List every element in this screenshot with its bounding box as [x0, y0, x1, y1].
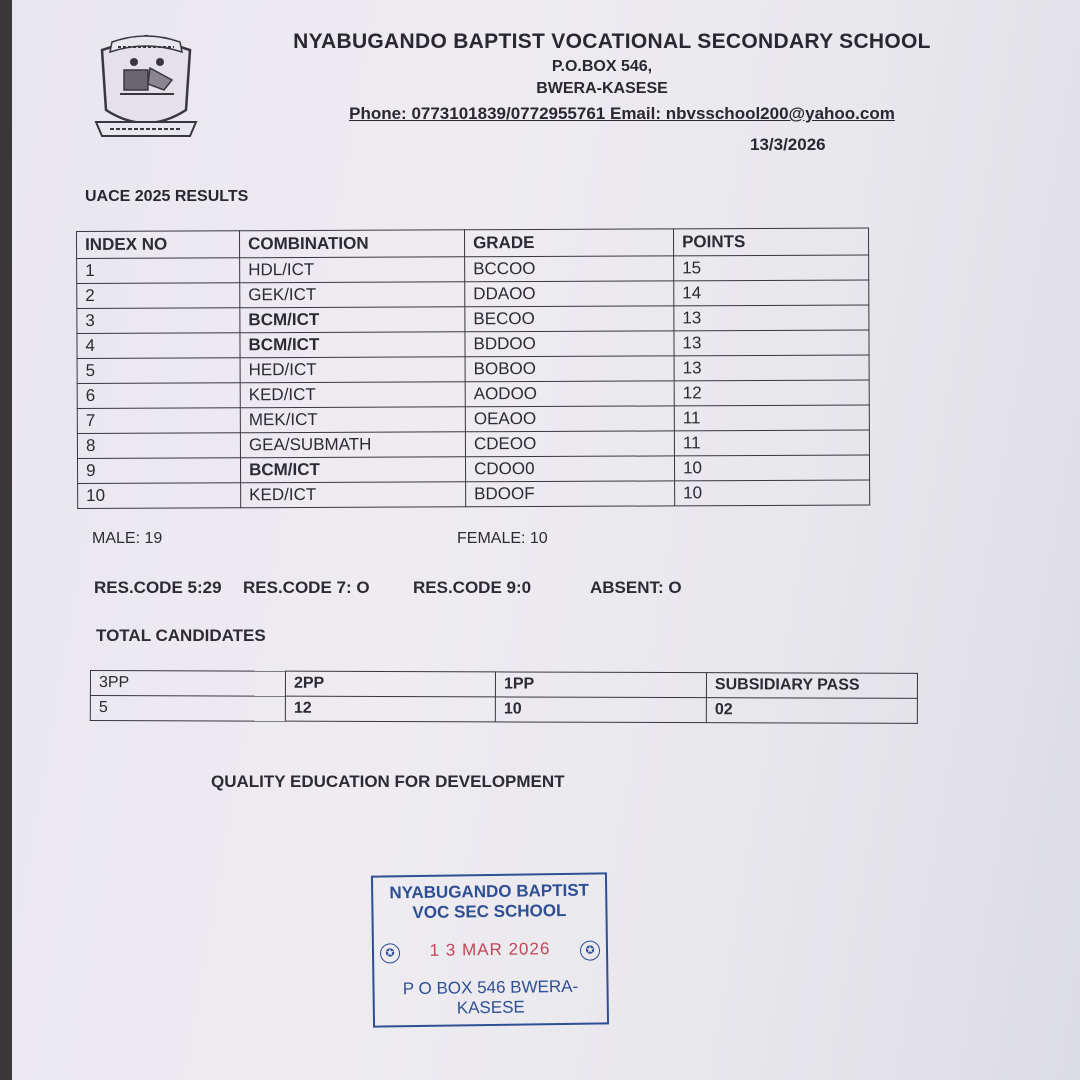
- school-stamp: [371, 872, 609, 1027]
- male-count: MALE: 19: [92, 530, 163, 547]
- points-cell: 11: [674, 430, 869, 456]
- table-row: [77, 405, 869, 433]
- summary-table: [90, 670, 918, 724]
- table-row: [77, 255, 869, 283]
- combination-cell: BCM/ICT: [240, 457, 465, 483]
- table-row: [77, 455, 869, 483]
- value-3pp: 5: [90, 696, 285, 722]
- index-cell: 10: [78, 483, 241, 509]
- header-1pp: 1PP: [495, 672, 706, 698]
- table-row: [77, 430, 869, 458]
- results-table: [76, 228, 870, 509]
- total-candidates-title: TOTAL CANDIDATES: [96, 626, 266, 645]
- stamp-name-line-1: NYABUGANDO BAPTIST: [389, 880, 590, 903]
- grade-cell: DDAOO: [465, 281, 674, 307]
- contact-details: Phone: 0773101839/0772955761 Email: nbvsschool200@yahoo.com: [349, 104, 895, 123]
- index-cell: 6: [77, 383, 240, 409]
- index-cell: 8: [77, 433, 240, 459]
- postal-box: P.O.BOX 546,: [551, 58, 653, 75]
- points-cell: 10: [674, 455, 869, 481]
- header-2pp: 2PP: [285, 671, 495, 697]
- results-title: UACE 2025 RESULTS: [85, 188, 249, 205]
- combination-cell: GEA/SUBMATH: [240, 432, 465, 458]
- combination-cell: HED/ICT: [240, 357, 465, 383]
- results-header-row: [77, 228, 869, 258]
- combination-cell: BCM/ICT: [240, 307, 465, 333]
- grade-cell: OEAOO: [465, 406, 674, 432]
- res-code-5: RES.CODE 5:29: [94, 578, 222, 597]
- header-points: POINTS: [673, 228, 868, 256]
- points-cell: 13: [674, 305, 869, 331]
- table-row: [77, 380, 869, 408]
- summary-value-row: [90, 696, 917, 724]
- points-cell: 10: [675, 480, 870, 506]
- header-subsidiary-pass: SUBSIDIARY PASS: [706, 673, 917, 699]
- table-row: [77, 280, 869, 308]
- header-3pp: 3PP: [90, 671, 285, 697]
- grade-cell: CDOO0: [465, 456, 674, 482]
- header-combination: COMBINATION: [240, 230, 465, 258]
- header-grade: GRADE: [464, 229, 673, 257]
- table-row: [78, 480, 870, 508]
- res-code-9: RES.CODE 9:0: [413, 578, 532, 597]
- combination-cell: GEK/ICT: [240, 282, 465, 308]
- value-2pp: 12: [285, 696, 495, 722]
- grade-cell: BDDOO: [465, 331, 674, 357]
- female-count: FEMALE: 10: [457, 530, 548, 547]
- grade-cell: AODOO: [465, 381, 674, 407]
- school-crest-logo: [94, 32, 198, 144]
- absent-count: ABSENT: O: [590, 578, 682, 597]
- combination-cell: KED/ICT: [240, 382, 465, 408]
- table-row: [77, 355, 869, 383]
- points-cell: 14: [674, 280, 869, 306]
- grade-cell: BCCOO: [465, 256, 674, 282]
- town: BWERA-KASESE: [536, 80, 668, 97]
- combination-cell: MEK/ICT: [240, 407, 465, 433]
- stamp-date: 1 3 MAR 2026: [429, 939, 551, 960]
- combination-cell: KED/ICT: [241, 482, 466, 508]
- points-cell: 12: [674, 380, 869, 406]
- index-cell: 2: [77, 283, 240, 309]
- index-cell: 1: [77, 258, 240, 284]
- index-cell: 9: [77, 458, 240, 484]
- stamp-address: P O BOX 546 BWERA-KASESE: [402, 976, 579, 1018]
- index-cell: 7: [77, 408, 240, 434]
- value-1pp: 10: [495, 697, 706, 723]
- header-index-no: INDEX NO: [77, 231, 240, 259]
- grade-cell: BECOO: [465, 306, 674, 332]
- points-cell: 11: [674, 405, 869, 431]
- table-row: [77, 330, 869, 358]
- combination-cell: HDL/ICT: [240, 257, 465, 283]
- index-cell: 3: [77, 308, 240, 334]
- points-cell: 15: [674, 255, 869, 281]
- summary-header-row: [90, 671, 917, 699]
- res-code-7: RES.CODE 7: O: [243, 578, 370, 597]
- table-row: [77, 305, 869, 333]
- combination-cell: BCM/ICT: [240, 332, 465, 358]
- index-cell: 4: [77, 333, 240, 359]
- stamp-name-line-2: VOC SEC SCHOOL: [412, 900, 567, 923]
- document-date: 13/3/2026: [750, 135, 826, 154]
- star-icon: ✪: [580, 940, 600, 960]
- points-cell: 13: [674, 355, 869, 381]
- grade-cell: CDEOO: [465, 431, 674, 457]
- star-icon: ✪: [380, 943, 400, 963]
- school-name: NYABUGANDO BAPTIST VOCATIONAL SECONDARY SCHOOL: [293, 30, 931, 53]
- stamp-school-name: [373, 880, 606, 923]
- school-motto: QUALITY EDUCATION FOR DEVELOPMENT: [211, 772, 565, 791]
- letterhead: [202, 30, 962, 124]
- value-subsidiary-pass: 02: [706, 698, 917, 724]
- document-page: [12, 0, 1080, 1080]
- grade-cell: BDOOF: [466, 481, 675, 507]
- points-cell: 13: [674, 330, 869, 356]
- grade-cell: BOBOO: [465, 356, 674, 382]
- index-cell: 5: [77, 358, 240, 384]
